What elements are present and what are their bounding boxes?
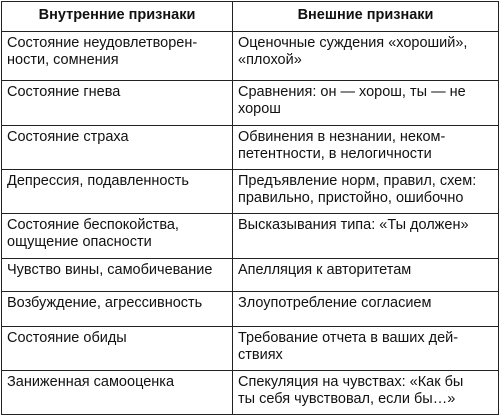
table-row	[2, 126, 499, 170]
cell-text-line: Высказывания типа: «Ты должен»	[238, 217, 469, 233]
cell-text-line: Апелляция к авторитетам	[238, 262, 412, 278]
internal-sign-cell	[2, 259, 233, 292]
cell-text-line: Чувство вины, самобичевание	[7, 262, 213, 278]
table-row	[2, 292, 499, 327]
table-row	[2, 170, 499, 214]
table-body	[2, 32, 499, 415]
external-sign-cell	[233, 292, 499, 327]
cell-text-line: Состояние страха	[7, 129, 129, 145]
internal-sign-cell	[2, 292, 233, 327]
external-sign-cell	[233, 214, 499, 259]
cell-text-line: Требование отчета в ваших дей-	[238, 330, 459, 346]
signs-table-container	[1, 1, 498, 415]
cell-text-line: Состояние беспокойства,	[7, 217, 179, 233]
header-internal-signs: Внутренние признаки	[2, 2, 233, 32]
table-header-row	[2, 2, 499, 32]
cell-text-line: Состояние обиды	[7, 330, 127, 346]
cell-text-line: ты себя чувствовал, если бы…»	[238, 391, 456, 407]
cell-text-line: Предъявление норм, правил, схем:	[238, 173, 477, 189]
internal-sign-cell	[2, 371, 233, 415]
table-row	[2, 32, 499, 81]
cell-text-line: ощущение опасности	[7, 234, 152, 250]
table-row	[2, 259, 499, 292]
external-sign-cell	[233, 259, 499, 292]
external-sign-cell	[233, 327, 499, 371]
cell-text-line: ствиях	[238, 347, 283, 363]
table-row	[2, 214, 499, 259]
signs-table	[1, 1, 499, 415]
cell-text-line: Депрессия, подавленность	[7, 173, 189, 189]
internal-sign-cell	[2, 81, 233, 126]
cell-text-line: Сравнения: он — хорош, ты — не	[238, 84, 466, 100]
cell-text-line: ности, сомнения	[7, 52, 119, 68]
table-row	[2, 371, 499, 415]
external-sign-cell	[233, 371, 499, 415]
cell-text-line: Оценочные суждения «хороший»,	[238, 35, 468, 51]
cell-text-line: хорош	[238, 101, 281, 117]
table-row	[2, 327, 499, 371]
cell-text-line: Спекуляция на чувствах: «Как бы	[238, 374, 464, 390]
cell-text-line: Возбуждение, агрессивность	[7, 295, 203, 311]
table-row	[2, 81, 499, 126]
cell-text-line: Состояние неудовлетворен-	[7, 35, 198, 51]
internal-sign-cell	[2, 126, 233, 170]
internal-sign-cell	[2, 170, 233, 214]
external-sign-cell	[233, 32, 499, 81]
cell-text-line: «плохой»	[238, 52, 302, 68]
external-sign-cell	[233, 126, 499, 170]
cell-text-line: правильно, пристойно, ошибочно	[238, 190, 464, 206]
cell-text-line: петентности, в нелогичности	[238, 146, 432, 162]
cell-text-line: Состояние гнева	[7, 84, 121, 100]
internal-sign-cell	[2, 32, 233, 81]
external-sign-cell	[233, 170, 499, 214]
cell-text-line: Заниженная самооценка	[7, 374, 175, 390]
internal-sign-cell	[2, 327, 233, 371]
cell-text-line: Обвинения в незнании, неком-	[238, 129, 446, 145]
internal-sign-cell	[2, 214, 233, 259]
external-sign-cell	[233, 81, 499, 126]
cell-text-line: Злоупотребление согласием	[238, 295, 432, 311]
header-external-signs: Внешние признаки	[233, 2, 499, 32]
